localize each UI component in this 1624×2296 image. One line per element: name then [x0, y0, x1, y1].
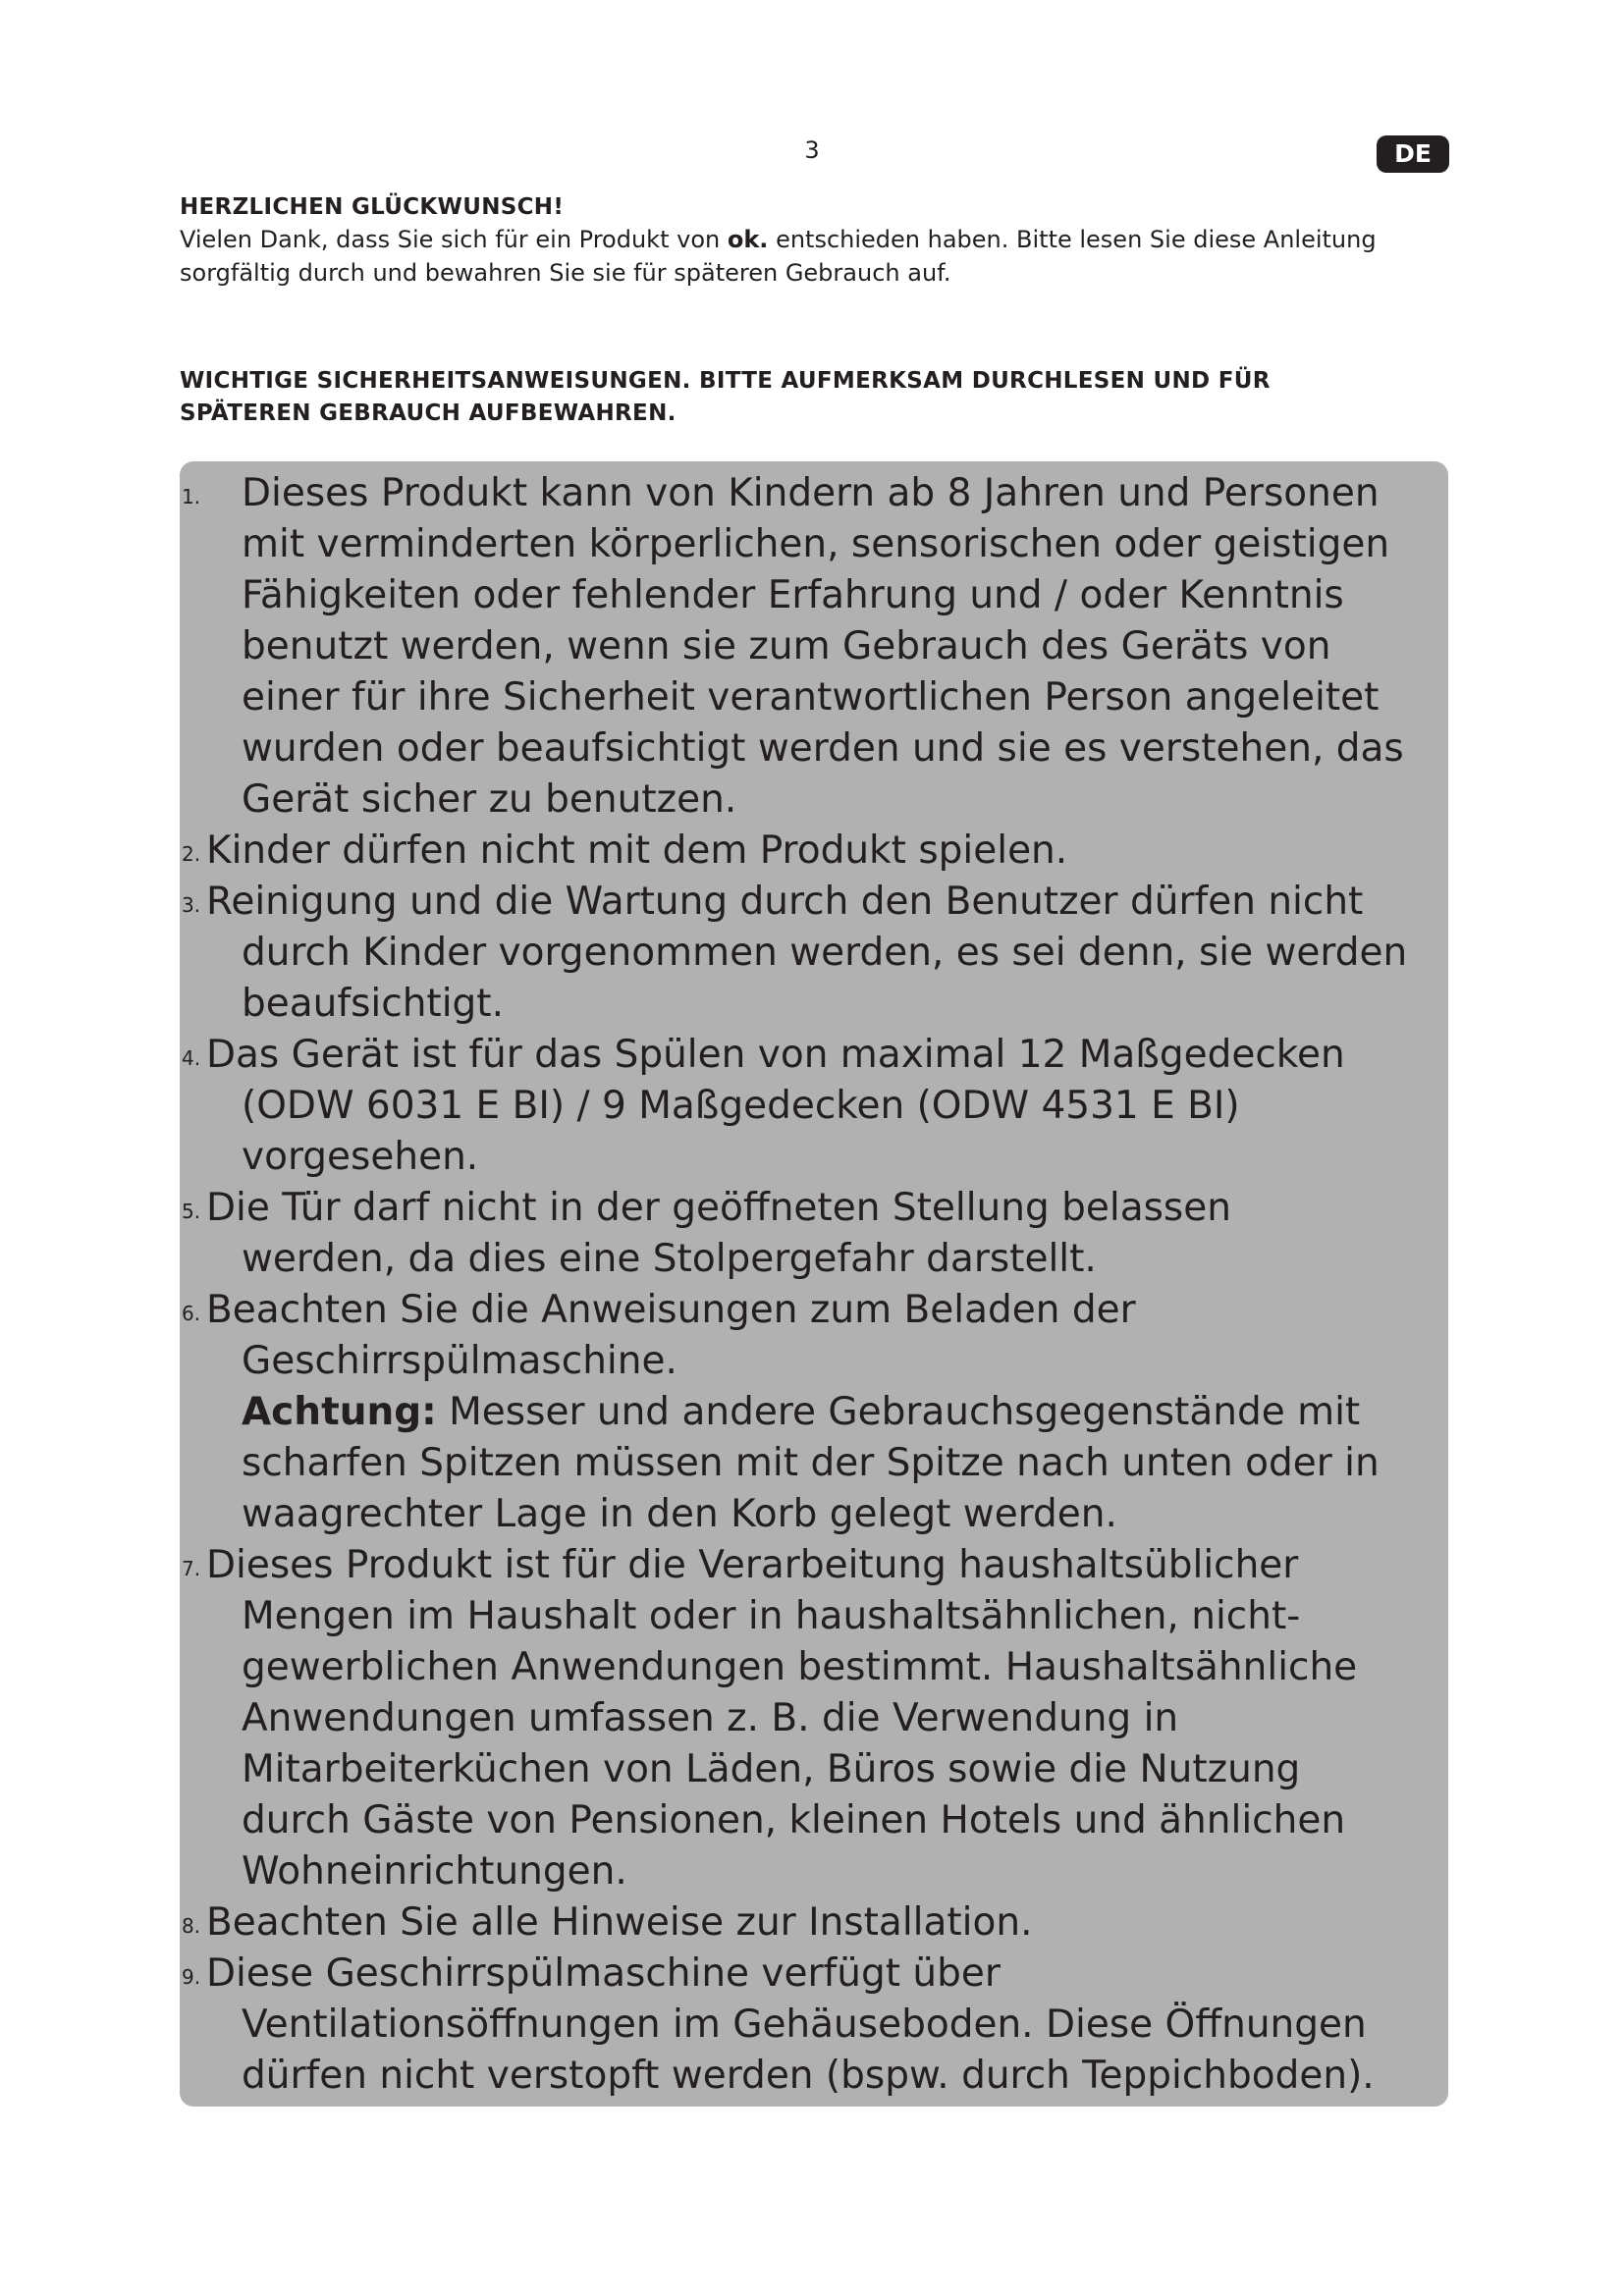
safety-item-8 [180, 1897, 1440, 1949]
item-line: Wohneinrichtungen. [242, 1849, 627, 1894]
page-number: 3 [804, 136, 820, 164]
item-line: Mengen im Haushalt oder in haushaltsähnlichen, nicht- [242, 1594, 1301, 1638]
item-line: Die Tür darf nicht in der geöffneten Stellung belassen [206, 1186, 1231, 1230]
item-number: 4. [182, 1046, 201, 1070]
item-number: 6. [182, 1302, 201, 1325]
safety-item-1 [180, 468, 1440, 826]
intro-text-end: entschieden haben. Bitte lesen Sie diese Anleitung sorgfältig durch und bewahren Sie sie für späteren Gebrauch auf. [180, 226, 1377, 287]
item-line: durch Kinder vorgenommen werden, es sei denn, sie werden [242, 931, 1408, 975]
intro-text [180, 223, 1427, 290]
item-line: beaufsichtigt. [242, 982, 504, 1026]
item-line: (ODW 6031 E BI) / 9 Maßgedecken (ODW 4531 E BI) [242, 1084, 1240, 1128]
item-line: Kinder dürfen nicht mit dem Produkt spielen. [206, 828, 1068, 873]
item-line: vorgesehen. [242, 1135, 479, 1179]
caution-text: Messer und andere Gebrauchsgegenstände mit [436, 1390, 1361, 1434]
item-line: werden, da dies eine Stolpergefahr darstellt. [242, 1237, 1097, 1281]
item-line: Gerät sicher zu benutzen. [242, 777, 737, 822]
item-line: Mitarbeiterküchen von Läden, Büros sowie die Nutzung [242, 1747, 1301, 1791]
item-line: Das Gerät ist für das Spülen von maximal 12 Maßgedecken [206, 1033, 1345, 1077]
item-line: Fähigkeiten oder fehlender Erfahrung und / oder Kenntnis [242, 573, 1344, 617]
item-number: 1. [182, 485, 201, 508]
item-line: scharfen Spitzen müssen mit der Spitze nach unten oder in [242, 1441, 1380, 1485]
item-line: Ventilationsöffnungen im Gehäuseboden. Diese Öffnungen [242, 2002, 1367, 2047]
item-number: 7. [182, 1557, 201, 1580]
item-line: mit verminderten körperlichen, sensorischen oder geistigen [242, 522, 1390, 566]
item-number: 3. [182, 893, 201, 917]
safety-item-2 [180, 826, 1440, 877]
safety-item-9 [180, 1949, 1440, 2102]
item-line: durch Gäste von Pensionen, kleinen Hotels und ähnlichen [242, 1798, 1346, 1842]
item-line: einer für ihre Sicherheit verantwortlichen Person angeleitet [242, 675, 1380, 720]
language-badge: DE [1377, 135, 1449, 173]
item-line: dürfen nicht verstopft werden (bspw. durch Teppichboden). [242, 2054, 1375, 2098]
item-number: 5. [182, 1200, 201, 1223]
item-line: Geschirrspülmaschine. [242, 1339, 677, 1383]
safety-instructions-box [180, 461, 1448, 2107]
warning-heading-line: WICHTIGE SICHERHEITSANWEISUNGEN. BITTE AUFMERKSAM DURCHLESEN UND FÜR [180, 368, 1271, 394]
safety-item-3 [180, 877, 1440, 1030]
intro-text-start: Vielen Dank, dass Sie sich für ein Produkt von [180, 226, 728, 253]
safety-item-4 [180, 1030, 1440, 1183]
item-line: Anwendungen umfassen z. B. die Verwendung in [242, 1696, 1179, 1740]
caution-label: Achtung: [242, 1390, 437, 1434]
item-line: Beachten Sie alle Hinweise zur Installation. [206, 1900, 1033, 1945]
brand-name: ok. [727, 226, 769, 253]
safety-item-7 [180, 1540, 1440, 1897]
intro-section [180, 191, 1456, 290]
item-line: Beachten Sie die Anweisungen zum Beladen der [206, 1288, 1136, 1332]
safety-warning-heading [180, 365, 1397, 430]
item-line: Dieses Produkt ist für die Verarbeitung haushaltsüblicher [206, 1543, 1299, 1587]
item-line: gewerblichen Anwendungen bestimmt. Haushaltsähnliche [242, 1645, 1358, 1689]
item-line: Diese Geschirrspülmaschine verfügt über [206, 1951, 1001, 1996]
intro-title: HERZLICHEN GLÜCKWUNSCH! [180, 194, 565, 220]
caution-line [242, 1387, 1440, 1438]
warning-heading-line: SPÄTEREN GEBRAUCH AUFBEWAHREN. [180, 400, 677, 426]
item-number: 8. [182, 1914, 201, 1938]
item-line: Reinigung und die Wartung durch den Benutzer dürfen nicht [206, 880, 1364, 924]
safety-item-5 [180, 1183, 1440, 1285]
item-line: wurden oder beaufsichtigt werden und sie es verstehen, das [242, 726, 1404, 771]
item-line: benutzt werden, wenn sie zum Gebrauch des Geräts von [242, 624, 1331, 668]
item-number: 2. [182, 842, 201, 866]
safety-item-6 [180, 1285, 1440, 1540]
item-line: waagrechter Lage in den Korb gelegt werden. [242, 1492, 1117, 1536]
item-line: Dieses Produkt kann von Kindern ab 8 Jahren und Personen [242, 471, 1380, 515]
item-number: 9. [182, 1965, 201, 1989]
